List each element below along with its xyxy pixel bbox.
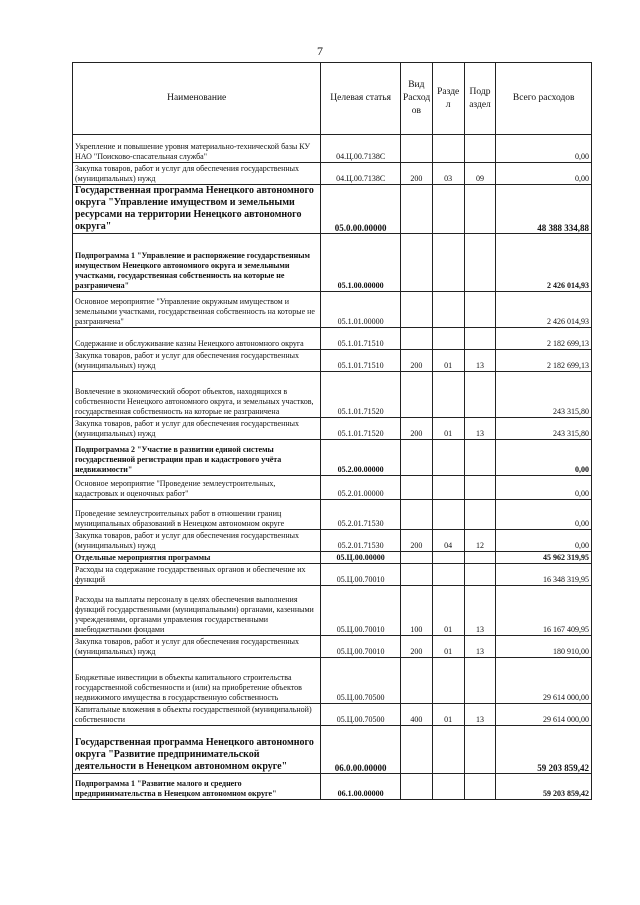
row-target-article-cell: 04.Ц.00.7138С — [321, 135, 401, 163]
row-subsection-cell — [464, 185, 496, 234]
row-name-cell: Закупка товаров, работ и услуг для обеспечения государственных (муниципальных) нужд — [73, 530, 321, 552]
row-section-cell — [432, 234, 464, 292]
table-row — [73, 185, 592, 234]
row-name-cell: Расходы на выплаты персоналу в целях обеспечения выполнения функций государственными (муниципальными) органами, казенными учреждениями, органами управления государственными внебюджетными фондами — [73, 586, 321, 636]
row-target-article-cell: 05.Ц.00.00000 — [321, 552, 401, 564]
table-row — [73, 704, 592, 726]
table-row — [73, 586, 592, 636]
table-row — [73, 372, 592, 418]
table-row — [73, 234, 592, 292]
row-total-cell: 48 388 334,88 — [496, 185, 592, 234]
row-name-cell: Подпрограмма 1 "Управление и распоряжение государственным имуществом Ненецкого автономного округа и земельными участками, государственная собственность на которые не разграничена" — [73, 234, 321, 292]
row-section-cell — [432, 726, 464, 774]
row-total-cell: 59 203 859,42 — [496, 726, 592, 774]
row-name-cell: Подпрограмма 1 "Развитие малого и среднего предпринимательства в Ненецком автономном округе" — [73, 774, 321, 800]
row-target-article-cell: 05.Ц.00.70500 — [321, 704, 401, 726]
row-subsection-cell — [464, 234, 496, 292]
table-row — [73, 500, 592, 530]
row-total-cell: 59 203 859,42 — [496, 774, 592, 800]
row-target-article-cell: 05.Ц.00.70010 — [321, 586, 401, 636]
table-row — [73, 418, 592, 440]
row-expense-kind-cell — [400, 564, 432, 586]
row-subsection-cell — [464, 774, 496, 800]
row-subsection-cell: 13 — [464, 704, 496, 726]
header-name: Наименование — [73, 63, 321, 135]
table-row — [73, 530, 592, 552]
header-expense-kind: Вид Расход ов — [400, 63, 432, 135]
table-row — [73, 726, 592, 774]
row-expense-kind-cell: 100 — [400, 586, 432, 636]
row-total-cell: 0,00 — [496, 135, 592, 163]
row-total-cell: 16 348 319,95 — [496, 564, 592, 586]
row-total-cell: 2 182 699,13 — [496, 328, 592, 350]
row-section-cell — [432, 135, 464, 163]
row-section-cell — [432, 372, 464, 418]
row-expense-kind-cell — [400, 476, 432, 500]
row-section-cell — [432, 774, 464, 800]
row-section-cell — [432, 476, 464, 500]
table-row — [73, 440, 592, 476]
table-row — [73, 552, 592, 564]
row-expense-kind-cell — [400, 234, 432, 292]
row-total-cell: 0,00 — [496, 163, 592, 185]
row-section-cell: 01 — [432, 704, 464, 726]
row-target-article-cell: 05.2.01.00000 — [321, 476, 401, 500]
header-target-article: Целевая статья — [321, 63, 401, 135]
row-target-article-cell: 05.1.01.71520 — [321, 418, 401, 440]
row-subsection-cell — [464, 552, 496, 564]
header-subsection: Подр аздел — [464, 63, 496, 135]
row-expense-kind-cell — [400, 500, 432, 530]
row-total-cell: 180 910,00 — [496, 636, 592, 658]
row-subsection-cell — [464, 500, 496, 530]
row-total-cell: 29 614 000,00 — [496, 704, 592, 726]
table-row — [73, 774, 592, 800]
table-body — [73, 135, 592, 800]
row-total-cell: 243 315,80 — [496, 418, 592, 440]
row-name-cell: Укрепление и повышение уровня материально-технической базы КУ НАО "Поисково-спасательная служба" — [73, 135, 321, 163]
row-expense-kind-cell: 400 — [400, 704, 432, 726]
table-row — [73, 636, 592, 658]
row-target-article-cell: 05.2.00.00000 — [321, 440, 401, 476]
row-section-cell — [432, 440, 464, 476]
row-target-article-cell: 05.1.00.00000 — [321, 234, 401, 292]
row-name-cell: Отдельные мероприятия программы — [73, 552, 321, 564]
row-target-article-cell: 05.2.01.71530 — [321, 530, 401, 552]
row-section-cell: 04 — [432, 530, 464, 552]
row-name-cell: Государственная программа Ненецкого автономного округа "Развитие предпринимательской деятельности в Ненецком автономном округе" — [73, 726, 321, 774]
row-total-cell: 0,00 — [496, 440, 592, 476]
row-name-cell: Расходы на содержание государственных органов и обеспечение их функций — [73, 564, 321, 586]
row-expense-kind-cell — [400, 552, 432, 564]
row-section-cell — [432, 564, 464, 586]
row-total-cell: 243 315,80 — [496, 372, 592, 418]
row-name-cell: Закупка товаров, работ и услуг для обеспечения государственных (муниципальных) нужд — [73, 418, 321, 440]
row-subsection-cell: 09 — [464, 163, 496, 185]
row-expense-kind-cell — [400, 774, 432, 800]
row-subsection-cell — [464, 135, 496, 163]
row-subsection-cell — [464, 292, 496, 328]
row-expense-kind-cell — [400, 292, 432, 328]
row-expense-kind-cell — [400, 185, 432, 234]
row-name-cell: Закупка товаров, работ и услуг для обеспечения государственных (муниципальных) нужд — [73, 350, 321, 372]
row-total-cell: 0,00 — [496, 530, 592, 552]
row-total-cell: 29 614 000,00 — [496, 658, 592, 704]
row-subsection-cell — [464, 440, 496, 476]
row-target-article-cell: 05.Ц.00.70500 — [321, 658, 401, 704]
row-total-cell: 45 962 319,95 — [496, 552, 592, 564]
row-target-article-cell: 05.1.01.00000 — [321, 292, 401, 328]
table-row — [73, 328, 592, 350]
row-name-cell: Бюджетные инвестиции в объекты капитального строительства государственной собственности и (или) на приобретение объектов недвижимого имущества в государственную собственность — [73, 658, 321, 704]
table-row — [73, 135, 592, 163]
row-name-cell: Проведение землеустроительных работ в отношении границ муниципальных образований в Ненецком автономном округе — [73, 500, 321, 530]
table-row — [73, 564, 592, 586]
row-target-article-cell: 05.2.01.71530 — [321, 500, 401, 530]
row-name-cell: Подпрограмма 2 "Участие в развитии единой системы государственной регистрации прав и кадастрового учёта недвижимости" — [73, 440, 321, 476]
row-subsection-cell: 13 — [464, 636, 496, 658]
row-subsection-cell — [464, 658, 496, 704]
row-section-cell — [432, 658, 464, 704]
row-subsection-cell — [464, 726, 496, 774]
row-name-cell: Капитальные вложения в объекты государственной (муниципальной) собственности — [73, 704, 321, 726]
row-section-cell: 01 — [432, 586, 464, 636]
row-subsection-cell — [464, 564, 496, 586]
row-name-cell: Основное мероприятие "Проведение землеустроительных, кадастровых и оценочных работ" — [73, 476, 321, 500]
header-section: Разде л — [432, 63, 464, 135]
row-section-cell — [432, 552, 464, 564]
row-target-article-cell: 05.1.01.71510 — [321, 328, 401, 350]
row-total-cell: 2 426 014,93 — [496, 292, 592, 328]
row-expense-kind-cell: 200 — [400, 530, 432, 552]
row-name-cell: Закупка товаров, работ и услуг для обеспечения государственных (муниципальных) нужд — [73, 636, 321, 658]
row-subsection-cell: 13 — [464, 350, 496, 372]
row-target-article-cell: 05.1.01.71510 — [321, 350, 401, 372]
row-expense-kind-cell — [400, 328, 432, 350]
table-row — [73, 163, 592, 185]
row-total-cell: 16 167 409,95 — [496, 586, 592, 636]
row-subsection-cell — [464, 372, 496, 418]
row-target-article-cell: 06.0.00.00000 — [321, 726, 401, 774]
row-total-cell: 0,00 — [496, 500, 592, 530]
table-row — [73, 658, 592, 704]
row-section-cell — [432, 292, 464, 328]
row-expense-kind-cell: 200 — [400, 163, 432, 185]
row-subsection-cell: 12 — [464, 530, 496, 552]
row-section-cell: 01 — [432, 418, 464, 440]
row-section-cell — [432, 500, 464, 530]
header-total: Всего расходов — [496, 63, 592, 135]
row-target-article-cell: 04.Ц.00.7138С — [321, 163, 401, 185]
row-name-cell: Государственная программа Ненецкого автономного округа "Управление имуществом и земельными ресурсами на территории Ненецкого автономного округа" — [73, 185, 321, 234]
row-expense-kind-cell: 200 — [400, 636, 432, 658]
row-expense-kind-cell — [400, 440, 432, 476]
row-expense-kind-cell: 200 — [400, 418, 432, 440]
row-expense-kind-cell — [400, 658, 432, 704]
table-row — [73, 476, 592, 500]
row-total-cell: 2 426 014,93 — [496, 234, 592, 292]
row-expense-kind-cell: 200 — [400, 350, 432, 372]
row-name-cell: Содержание и обслуживание казны Ненецкого автономного округа — [73, 328, 321, 350]
row-subsection-cell — [464, 476, 496, 500]
row-section-cell: 03 — [432, 163, 464, 185]
row-subsection-cell — [464, 328, 496, 350]
row-name-cell: Закупка товаров, работ и услуг для обеспечения государственных (муниципальных) нужд — [73, 163, 321, 185]
expenditure-table — [72, 62, 592, 800]
row-expense-kind-cell — [400, 372, 432, 418]
table-row — [73, 292, 592, 328]
row-name-cell: Основное мероприятие "Управление окружным имуществом и земельными участками, государственная собственность на которые не разграничена" — [73, 292, 321, 328]
row-expense-kind-cell — [400, 135, 432, 163]
row-section-cell — [432, 328, 464, 350]
row-target-article-cell: 05.Ц.00.70010 — [321, 564, 401, 586]
row-target-article-cell: 06.1.00.00000 — [321, 774, 401, 800]
row-total-cell: 0,00 — [496, 476, 592, 500]
row-section-cell: 01 — [432, 636, 464, 658]
page-number: 7 — [317, 44, 323, 58]
row-subsection-cell: 13 — [464, 586, 496, 636]
table-header-row — [73, 63, 592, 135]
row-target-article-cell: 05.1.01.71520 — [321, 372, 401, 418]
row-section-cell: 01 — [432, 350, 464, 372]
row-name-cell: Вовлечение в экономический оборот объектов, находящихся в собственности Ненецкого автономного округа, и земельных участков, государственная собственность на которые не разграничена — [73, 372, 321, 418]
row-subsection-cell: 13 — [464, 418, 496, 440]
row-total-cell: 2 182 699,13 — [496, 350, 592, 372]
row-section-cell — [432, 185, 464, 234]
table-row — [73, 350, 592, 372]
row-expense-kind-cell — [400, 726, 432, 774]
row-target-article-cell: 05.0.00.00000 — [321, 185, 401, 234]
row-target-article-cell: 05.Ц.00.70010 — [321, 636, 401, 658]
